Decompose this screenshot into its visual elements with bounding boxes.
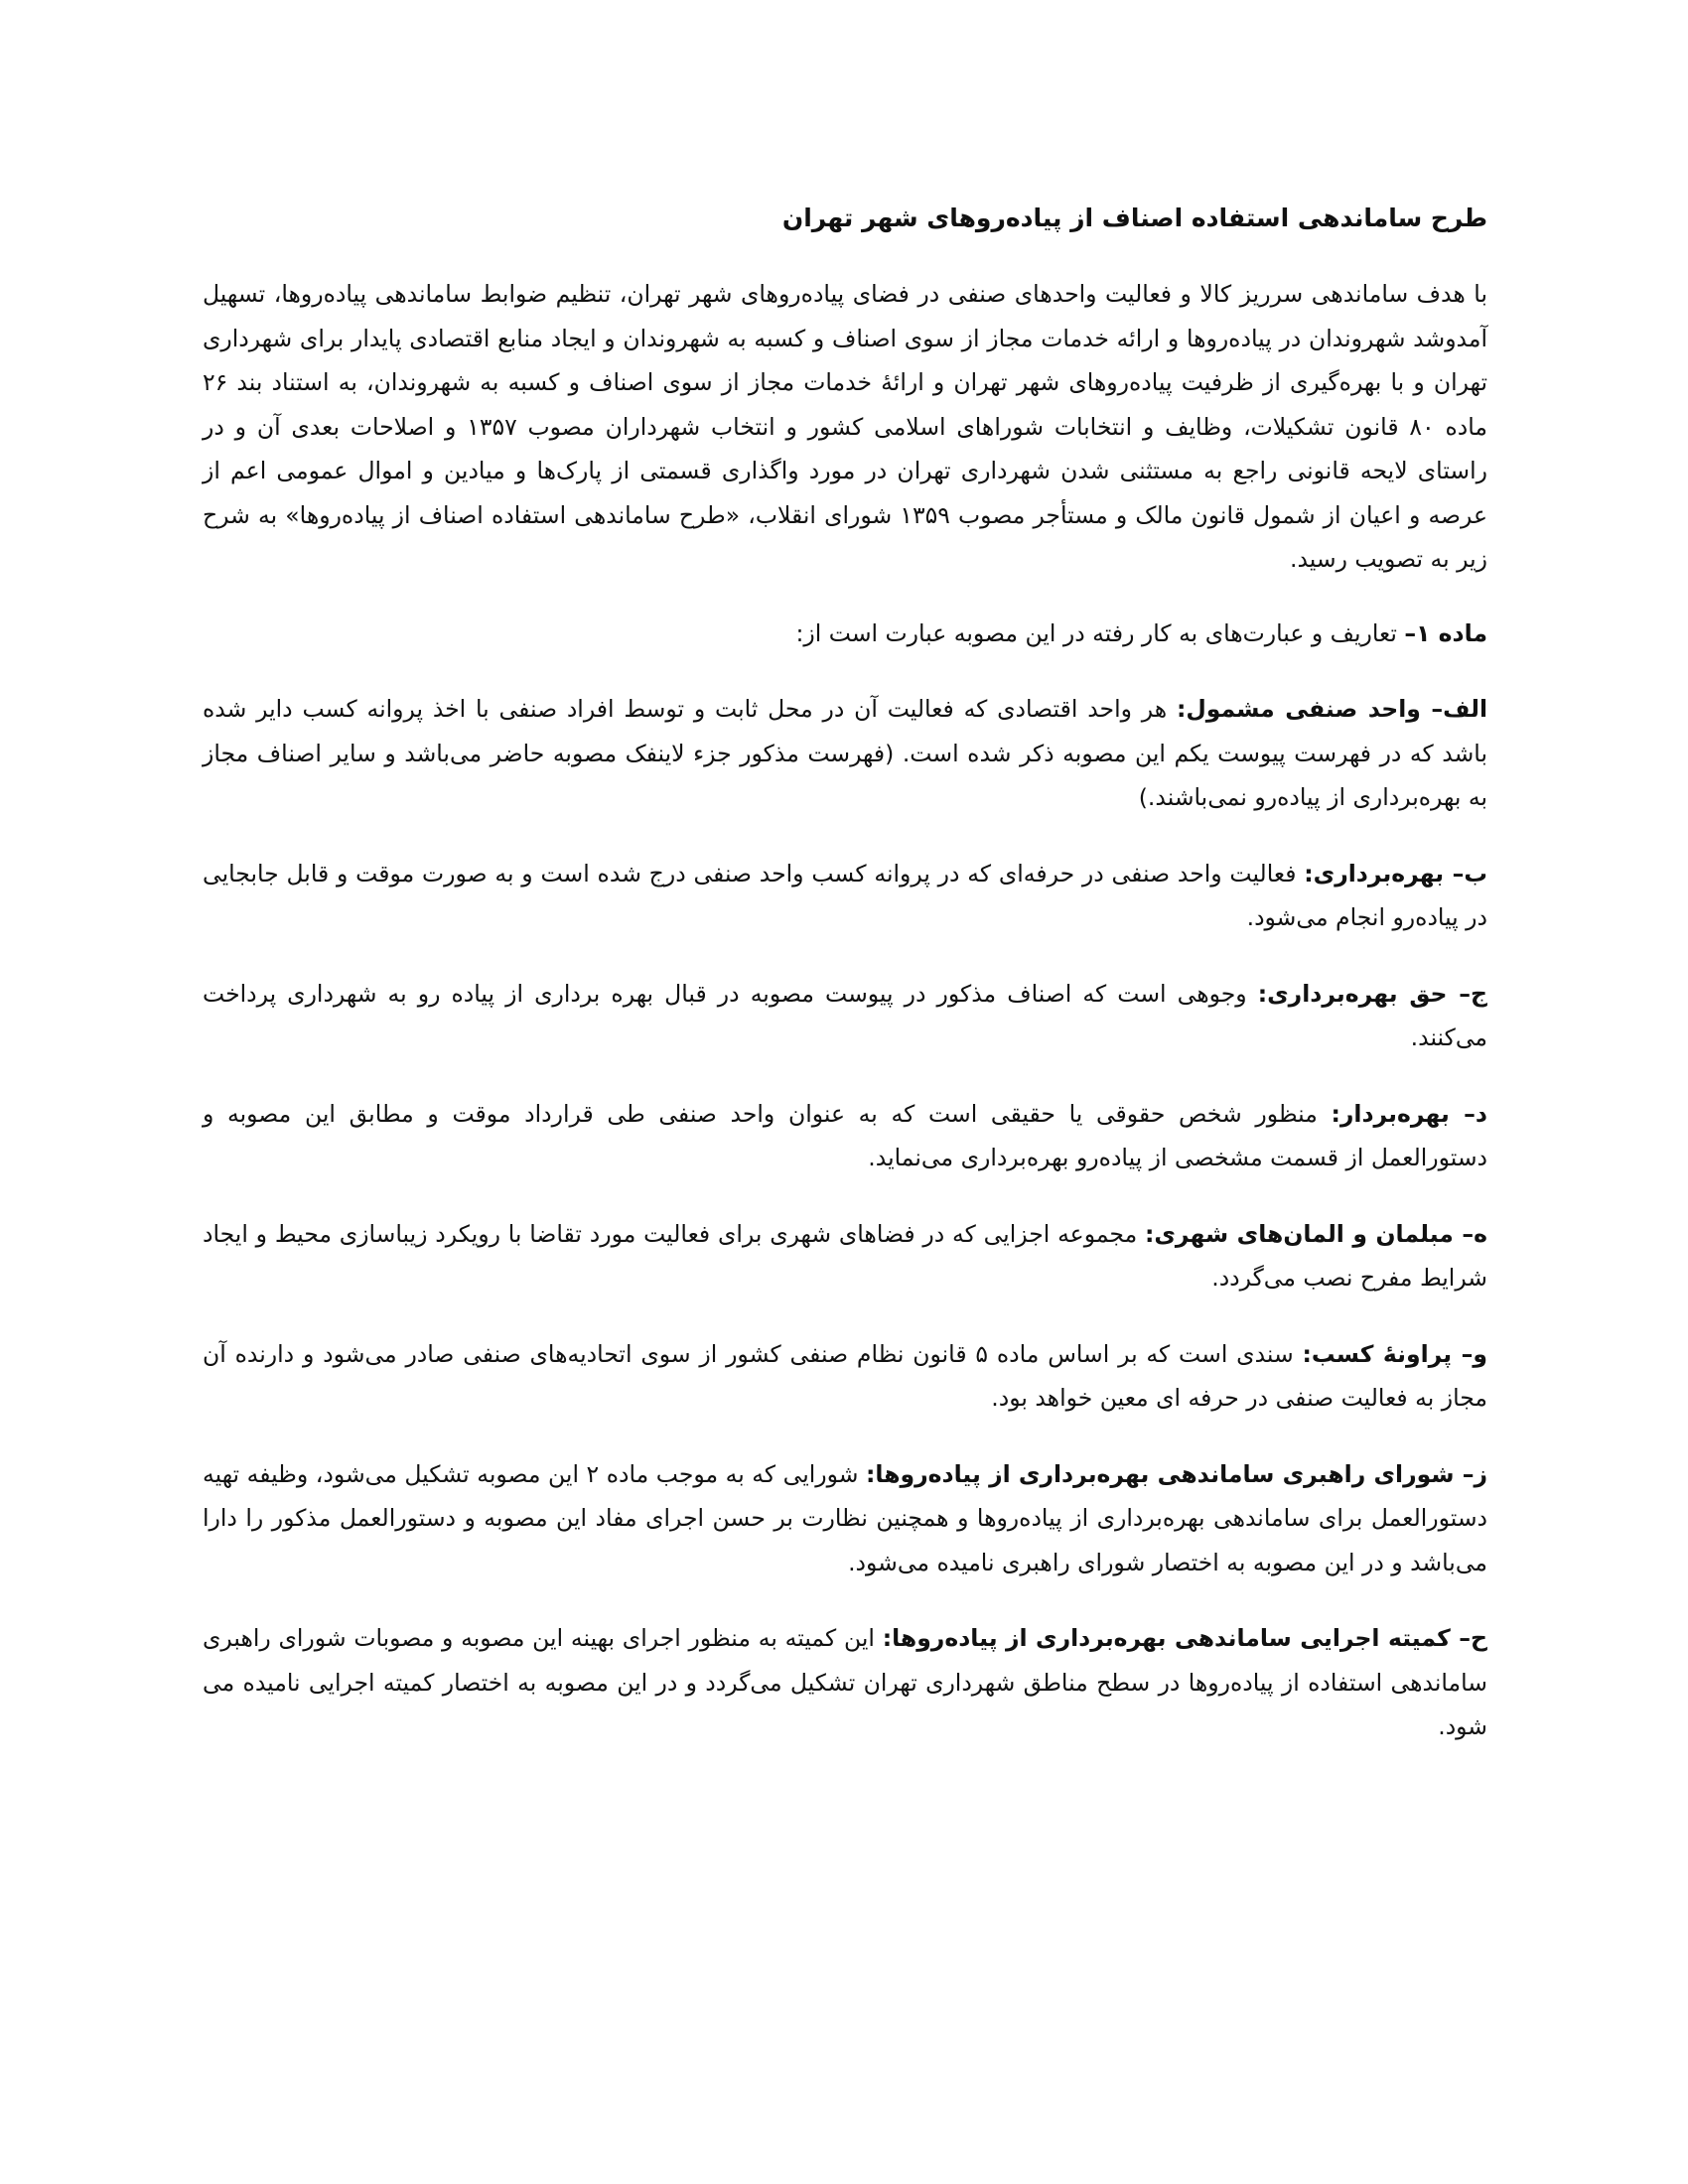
document-page	[203, 197, 1487, 1781]
definition-text: منظور شخص حقوقی یا حقیقی است که به عنوان واحد صنفی طی قرارداد موقت و مطابق این مصوبه و دستورالعمل از قسمت مشخصی از پیاده‌رو بهره‌برداری می‌نماید.	[203, 1099, 1487, 1171]
article-1-paragraph	[203, 612, 1487, 656]
definition-he-jimi	[203, 1616, 1487, 1749]
definition-term: ج– حق بهره‌برداری:	[1257, 979, 1487, 1008]
definition-term: ه– مبلمان و المان‌های شهری:	[1144, 1219, 1487, 1248]
definition-term: و– پراونهٔ کسب:	[1302, 1339, 1487, 1368]
definition-term: ح– کمیته اجرایی ساماندهی بهره‌برداری از پیاده‌روها:	[882, 1624, 1487, 1652]
definition-term: الف– واحد صنفی مشمول:	[1176, 695, 1488, 723]
definition-text: فعالیت واحد صنفی در حرفه‌ای که در پروانه کسب واحد صنفی درج شده است و به صورت موقت و قابل جابجایی در پیاده‌رو انجام می‌شود.	[203, 859, 1487, 931]
article-1-text: تعاریف و عبارت‌های به کار رفته در این مصوبه عبارت است از:	[795, 618, 1405, 647]
definition-text: این کمیته به منظور اجرای بهینه این مصوبه و مصوبات شورای راهبری ساماندهی استفاده از پیاده‌روها در سطح مناطق شهرداری تهران تشکیل می‌گردد و در این مصوبه به اختصار کمیته اجرایی نامیده می شود.	[203, 1624, 1487, 1740]
definition-vav	[203, 1332, 1487, 1421]
definition-text: وجوهی است که اصناف مذکور در پیوست مصوبه در قبال بهره برداری از پیاده رو به شهرداری پرداخت می‌کنند.	[203, 979, 1487, 1051]
definition-jim	[203, 972, 1487, 1060]
definition-text: شورایی که به موجب ماده ۲ این مصوبه تشکیل می‌شود، وظیفه تهیه دستورالعمل برای ساماندهی بهره‌برداری از پیاده‌روها و همچنین نظارت بر حسن اجرای مفاد این مصوبه و دستورالعمل مذکور را دارا می‌باشد و در این مصوبه به اختصار شورای راهبری نامیده می‌شود.	[203, 1459, 1487, 1576]
document-title: طرح ساماندهی استفاده اصناف از پیاده‌روهای شهر تهران	[781, 204, 1487, 232]
definition-be	[203, 852, 1487, 940]
definition-dal	[203, 1092, 1487, 1180]
definition-term: ز– شورای راهبری ساماندهی بهره‌برداری از پیاده‌روها:	[866, 1459, 1487, 1488]
definition-text: هر واحد اقتصادی که فعالیت آن در محل ثابت و توسط افراد صنفی با اخذ پروانه کسب دایر شده باشد که در فهرست پیوست یکم این مصوبه ذکر شده است. (فهرست مذکور جزء لاینفک مصوبه حاضر می‌باشد و سایر اصناف مجاز به بهره‌برداری از پیاده‌رو نمی‌باشند.)	[203, 695, 1487, 811]
article-1-label: ماده ۱–	[1404, 618, 1487, 647]
intro-paragraph: با هدف ساماندهی سرریز کالا و فعالیت واحدهای صنفی در فضای پیاده‌روهای شهر تهران، تنظیم ضوابط ساماندهی پیاده‌روها، تسهیل آمدوشد شهروندان در پیاده‌روها و ارائه خدمات مجاز از سوی اصناف و کسبه به شهروندان و ایجاد منابع اقتصادی پایدار برای شهرداری تهران و با بهره‌گیری از ظرفیت پیاده‌روهای شهر تهران و ارائهٔ خدمات مجاز از سوی اصناف و کسبه به شهروندان، به استناد بند ۲۶ ماده ۸۰ قانون تشکیلات، وظایف و انتخابات شوراهای اسلامی کشور و انتخاب شهرداران مصوب ۱۳۵۷ و اصلاحات بعدی آن و در راستای لایحه قانونی راجع به مستثنی شدن شهرداری تهران در مورد واگذاری قسمتی از پارک‌ها و میادین و اموال عمومی اعم از عرصه و اعیان از شمول قانون مالک و مستأجر مصوب ۱۳۵۹ شورای انقلاب، «طرح ساماندهی استفاده اصناف از پیاده‌روها» به شرح زیر به تصویب رسید.	[203, 280, 1488, 573]
definition-text: مجموعه اجزایی که در فضاهای شهری برای فعالیت مورد تقاضا با رویکرد زیباسازی محیط و ایجاد شرایط مفرح نصب می‌گردد.	[203, 1219, 1487, 1292]
definition-alef	[203, 687, 1487, 820]
definition-term: ب– بهره‌برداری:	[1304, 859, 1487, 887]
definition-text: سندی است که بر اساس ماده ۵ قانون نظام صنفی کشور از سوی اتحادیه‌های صنفی صادر می‌شود و دارنده آن مجاز به فعالیت صنفی در حرفه ای معین خواهد بود.	[203, 1339, 1487, 1412]
definition-term: د– بهره‌بردار:	[1331, 1099, 1487, 1128]
definition-he	[203, 1212, 1487, 1300]
definition-ze	[203, 1452, 1487, 1585]
